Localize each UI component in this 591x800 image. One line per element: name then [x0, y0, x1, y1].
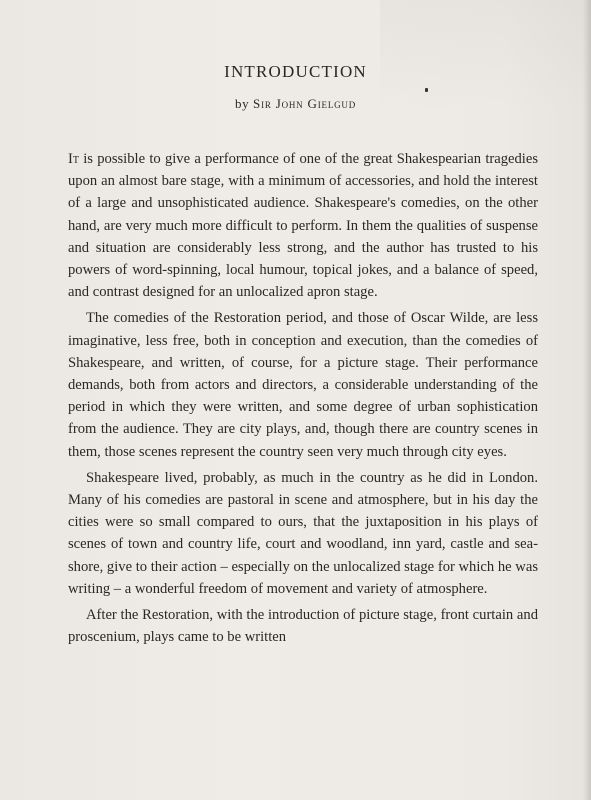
show-through-bleed: [380, 0, 591, 110]
paragraph-1-lead: It: [68, 151, 79, 167]
ink-speck: [425, 88, 428, 92]
paragraph-2: The comedies of the Restoration period, and those of Oscar Wilde, are less imaginative, less free, both in conception and execution, than the comedies of Shakespeare, and written, of course, for a picture stage. Their performance demands, both from actors and directors, a considerable understanding of the period in which they were written, and some degree of urban sophistication from the audience. They are city plays, and, though there are country scenes in them, those scenes represent the country seen very much through city eyes.: [68, 310, 538, 460]
paragraph-4: After the Restoration, with the introduction of picture stage, front curtain and proscenium, plays came to be written: [68, 607, 538, 646]
paragraph-3: Shakespeare lived, probably, as much in the country as he did in London. Many of his comedies are pastoral in scene and atmosphere, but in his day the cities were so small compared to ours, that the juxtaposition in his plays of scenes of town and country life, court and woodland, inn yard, castle and sea-shore, give to their action – especially on the unlocalized stage for which he was writing – a wonderful freedom of movement and variety of atmosphere.: [68, 469, 538, 597]
byline-prefix: by: [234, 96, 250, 111]
chapter-title: INTRODUCTION: [224, 62, 367, 81]
body-text: [68, 148, 538, 652]
paragraph-1: [68, 148, 538, 303]
page-edge-shadow: [583, 0, 591, 800]
byline-author: Sir John Gielgud: [253, 96, 357, 111]
paragraph-1-text: is possible to give a performance of one of the great Shakespearian tragedies upon an almost bare stage, with a minimum of accessories, and hold the interest of a large and unsophisticated audience. Shakespeare's comedies, on the other hand, are very much more difficult to perform. In them the qualities of suspense and situation are considerably less strong, and the author has trusted to his powers of word-spinning, local humour, topical jokes, and a balance of speed, and contrast designed for an unlocalized apron stage.: [68, 151, 538, 301]
byline: [0, 96, 591, 112]
